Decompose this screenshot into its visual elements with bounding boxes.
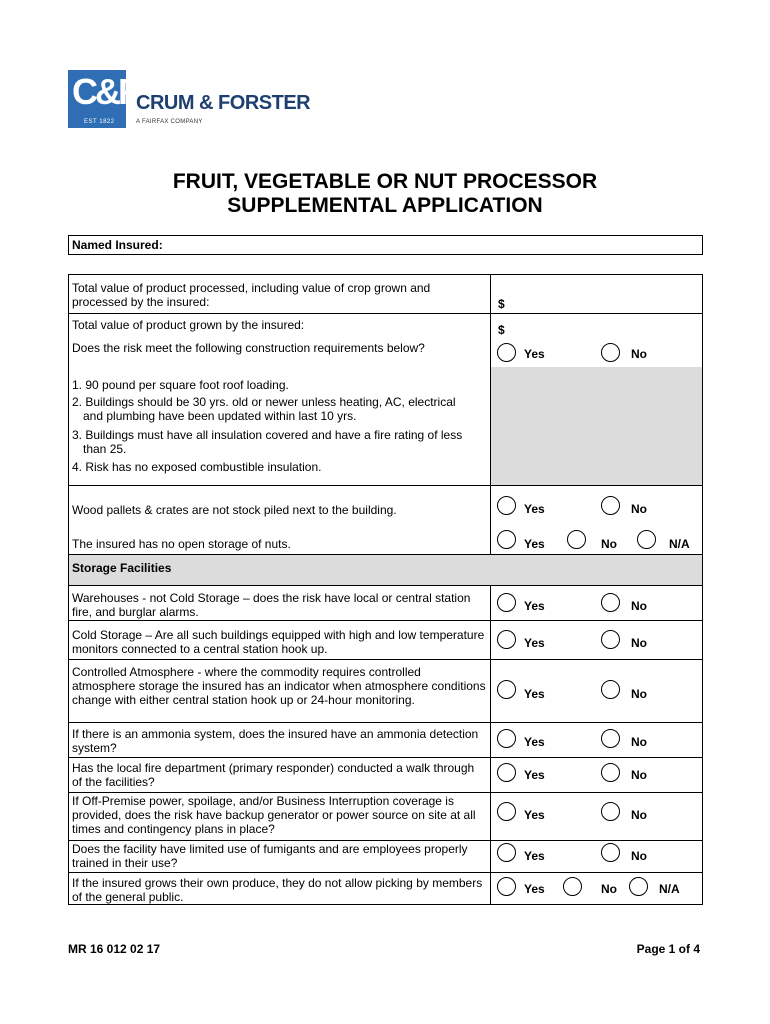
yes-radio[interactable] bbox=[497, 593, 516, 612]
yes-radio[interactable] bbox=[497, 530, 516, 549]
yes-label: Yes bbox=[524, 687, 545, 701]
yes-label: Yes bbox=[524, 599, 545, 613]
yes-radio[interactable] bbox=[497, 843, 516, 862]
row-divider bbox=[69, 313, 702, 314]
question-open-storage-nuts: The insured has no open storage of nuts. bbox=[72, 537, 291, 551]
na-label: N/A bbox=[659, 882, 680, 896]
named-insured-label: Named Insured: bbox=[72, 238, 163, 252]
yes-radio[interactable] bbox=[497, 729, 516, 748]
no-radio[interactable] bbox=[601, 680, 620, 699]
page-title: FRUIT, VEGETABLE OR NUT PROCESSOR bbox=[172, 170, 598, 193]
no-label: No bbox=[631, 768, 647, 782]
form-code: MR 16 012 02 17 bbox=[68, 942, 161, 956]
na-radio[interactable] bbox=[629, 877, 648, 896]
yes-label: Yes bbox=[524, 735, 545, 749]
row-divider bbox=[69, 554, 702, 555]
na-label: N/A bbox=[669, 537, 690, 551]
question-construction: Does the risk meet the following construction requirements below? bbox=[72, 341, 425, 355]
logo-mark bbox=[68, 70, 137, 128]
requirement-2: 2. Buildings should be 30 yrs. old or newer unless heating, AC, electrical bbox=[72, 395, 456, 409]
no-radio[interactable] bbox=[601, 729, 620, 748]
no-label: No bbox=[631, 808, 647, 822]
yes-radio[interactable] bbox=[497, 877, 516, 896]
no-radio[interactable] bbox=[601, 843, 620, 862]
yes-label: Yes bbox=[524, 808, 545, 822]
requirement-3-cont: than 25. bbox=[83, 442, 127, 456]
na-radio[interactable] bbox=[637, 530, 656, 549]
requirement-3: 3. Buildings must have all insulation covered and have a fire rating of less bbox=[72, 428, 463, 442]
row-divider bbox=[69, 792, 702, 793]
row-divider bbox=[69, 722, 702, 723]
requirements-shade bbox=[491, 367, 702, 485]
question-product-processed: Total value of product processed, including value of crop grown and processed by the insured: bbox=[72, 281, 431, 309]
row-divider bbox=[69, 659, 702, 660]
crum-forster-logo bbox=[68, 70, 368, 132]
question-controlled-atmosphere: Controlled Atmosphere - where the commodity requires controlled atmosphere storage the insured has an indicator when atmosphere conditions change with either central station hook up or 24-hour monitoring. bbox=[72, 665, 486, 707]
row-divider bbox=[69, 872, 702, 873]
question-fumigants: Does the facility have limited use of fumigants and are employees properly trained in their use? bbox=[72, 842, 468, 870]
section-storage-facilities: Storage Facilities bbox=[72, 561, 172, 575]
no-radio[interactable] bbox=[601, 802, 620, 821]
no-radio[interactable] bbox=[601, 343, 620, 362]
question-warehouses: Warehouses - not Cold Storage – does the risk have local or central station fire, and burglar alarms. bbox=[72, 591, 471, 619]
no-label: No bbox=[631, 636, 647, 650]
application-form bbox=[68, 274, 703, 905]
logo-initials: C&F bbox=[72, 71, 137, 112]
yes-label: Yes bbox=[524, 882, 545, 896]
no-radio[interactable] bbox=[601, 630, 620, 649]
logo-est: EST 1822 bbox=[84, 119, 115, 125]
question-fire-department: Has the local fire department (primary responder) conducted a walk through of the facilities? bbox=[72, 761, 475, 789]
yes-radio[interactable] bbox=[497, 496, 516, 515]
column-divider bbox=[490, 585, 491, 904]
question-cold-storage: Cold Storage – Are all such buildings equipped with high and low temperature monitors connected to a central station hook up. bbox=[72, 628, 485, 656]
no-label: No bbox=[631, 687, 647, 701]
yes-label: Yes bbox=[524, 636, 545, 650]
yes-radio[interactable] bbox=[497, 802, 516, 821]
row-divider bbox=[69, 585, 702, 586]
yes-radio[interactable] bbox=[497, 343, 516, 362]
no-radio[interactable] bbox=[601, 763, 620, 782]
yes-label: Yes bbox=[524, 849, 545, 863]
yes-label: Yes bbox=[524, 768, 545, 782]
row-divider bbox=[69, 620, 702, 621]
row-divider bbox=[69, 757, 702, 758]
question-product-grown: Total value of product grown by the insured: bbox=[72, 318, 305, 332]
requirement-4: 4. Risk has no exposed combustible insulation. bbox=[72, 460, 322, 474]
no-label: No bbox=[601, 537, 617, 551]
row-divider bbox=[69, 485, 702, 486]
row-divider bbox=[69, 840, 702, 841]
logo-company-name: CRUM & FORSTER bbox=[136, 92, 311, 114]
no-radio[interactable] bbox=[567, 530, 586, 549]
page-subtitle: SUPPLEMENTAL APPLICATION bbox=[227, 194, 543, 217]
yes-label: Yes bbox=[524, 347, 545, 361]
requirement-2-cont: and plumbing have been updated within last 10 yrs. bbox=[83, 409, 357, 423]
no-label: No bbox=[631, 735, 647, 749]
named-insured-field[interactable] bbox=[68, 235, 703, 255]
yes-label: Yes bbox=[524, 537, 545, 551]
yes-radio[interactable] bbox=[497, 630, 516, 649]
no-radio[interactable] bbox=[601, 496, 620, 515]
dollar-sign: $ bbox=[498, 297, 505, 311]
no-label: No bbox=[631, 599, 647, 613]
yes-radio[interactable] bbox=[497, 763, 516, 782]
no-radio[interactable] bbox=[563, 877, 582, 896]
no-radio[interactable] bbox=[601, 593, 620, 612]
no-label: No bbox=[631, 502, 647, 516]
requirement-1: 1. 90 pound per square foot roof loading. bbox=[72, 378, 289, 392]
question-ammonia-detection: If there is an ammonia system, does the insured have an ammonia detection system? bbox=[72, 727, 479, 755]
logo-subtitle: A FAIRFAX COMPANY bbox=[136, 119, 203, 125]
no-label: No bbox=[601, 882, 617, 896]
question-backup-generator: If Off-Premise power, spoilage, and/or Business Interruption coverage is provided, does the risk have backup generator or power source on site at all times and contingency plans in place? bbox=[72, 794, 476, 836]
yes-radio[interactable] bbox=[497, 680, 516, 699]
question-picking-public: If the insured grows their own produce, they do not allow picking by members of the general public. bbox=[72, 876, 483, 904]
yes-label: Yes bbox=[524, 502, 545, 516]
dollar-sign: $ bbox=[498, 323, 505, 337]
no-label: No bbox=[631, 849, 647, 863]
page-number: Page 1 of 4 bbox=[636, 942, 700, 956]
no-label: No bbox=[631, 347, 647, 361]
question-wood-pallets: Wood pallets & crates are not stock piled next to the building. bbox=[72, 503, 397, 517]
